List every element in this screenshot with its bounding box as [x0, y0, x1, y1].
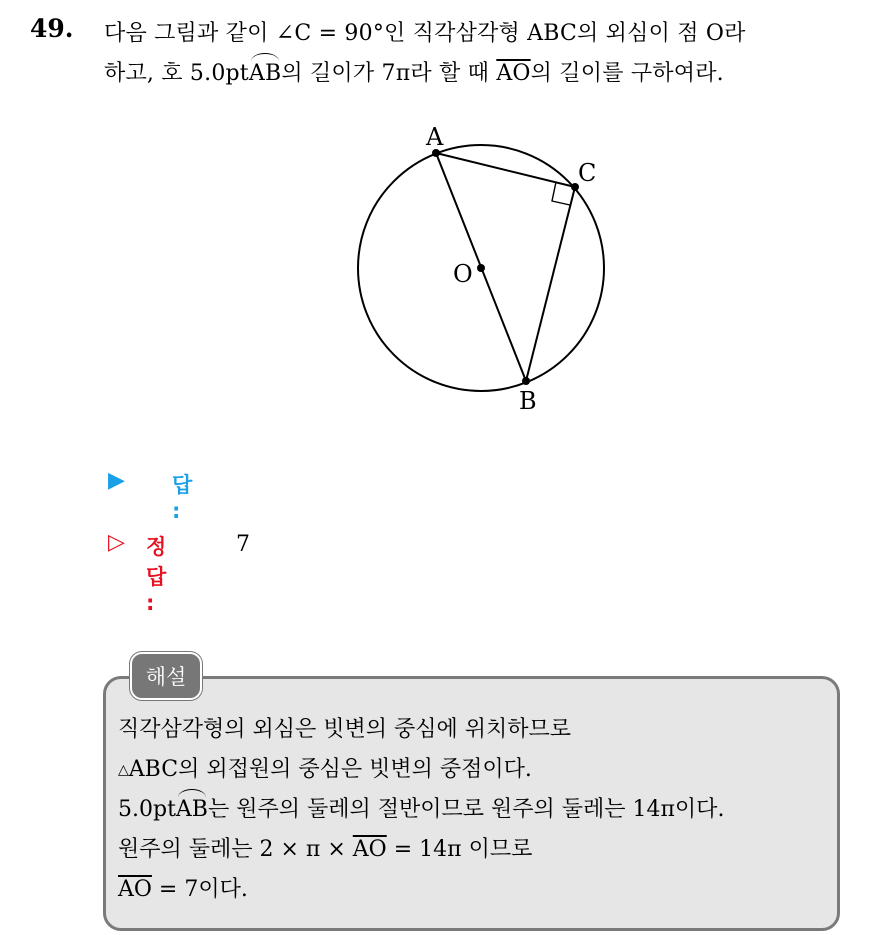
point-b [522, 377, 530, 385]
triangle-circle-figure [340, 115, 640, 425]
solution-line-5: $\overline{AO} = 7$이다. [118, 877, 248, 902]
arc-ab-solution: AB [176, 797, 208, 822]
segment-ao: $\overline{AO}$ [496, 61, 531, 86]
answer-marker-icon: ▶ [108, 468, 125, 493]
solution-line-1: 직각삼각형의 외심은 빗변의 중심에 위치하므로 [118, 717, 572, 742]
problem-line-1: 다음 그림과 같이 ∠C = 90°인 직각삼각형 ABC의 외심이 점 O라 [104, 21, 746, 46]
segment-cb [526, 187, 575, 381]
solution-line-2: △ABC의 외접원의 중심은 빗변의 중점이다. [118, 757, 532, 782]
problem-line-2c: 의 길이를 구하여라. [530, 61, 724, 86]
correct-label: 정답 : [146, 535, 167, 615]
problem-line-2b: 의 길이가 7π라 할 때 [281, 61, 497, 86]
label-a: A [426, 123, 444, 151]
answer-label: 답 : [172, 473, 193, 523]
correct-value: 7 [236, 532, 250, 557]
segment-ao-solution: $\overline{AO}$ [352, 837, 387, 862]
point-o [477, 264, 485, 272]
solution-line-4: 원주의 둘레는 $2 \times \pi \times \overline{AO} = 14\pi$ 이므로 [118, 837, 533, 862]
solution-line-3: 5.0pt AB는 원주의 둘레의 절반이므로 원주의 둘레는 14π이다. [118, 792, 724, 823]
triangle-symbol: △ [118, 762, 129, 778]
correct-marker-icon: ▷ [108, 530, 125, 555]
problem-number: 49. [30, 14, 74, 43]
problem-line-2a: 하고, 호 5.0pt [104, 61, 249, 86]
segment-ao-result: $\overline{AO}$ [118, 877, 152, 902]
arc-ab: AB [249, 61, 281, 86]
solution-title: 해설 [130, 652, 202, 700]
problem-line-2 [104, 56, 724, 87]
label-b: B [519, 387, 537, 415]
label-o: O [453, 260, 473, 288]
label-c: C [578, 159, 597, 187]
